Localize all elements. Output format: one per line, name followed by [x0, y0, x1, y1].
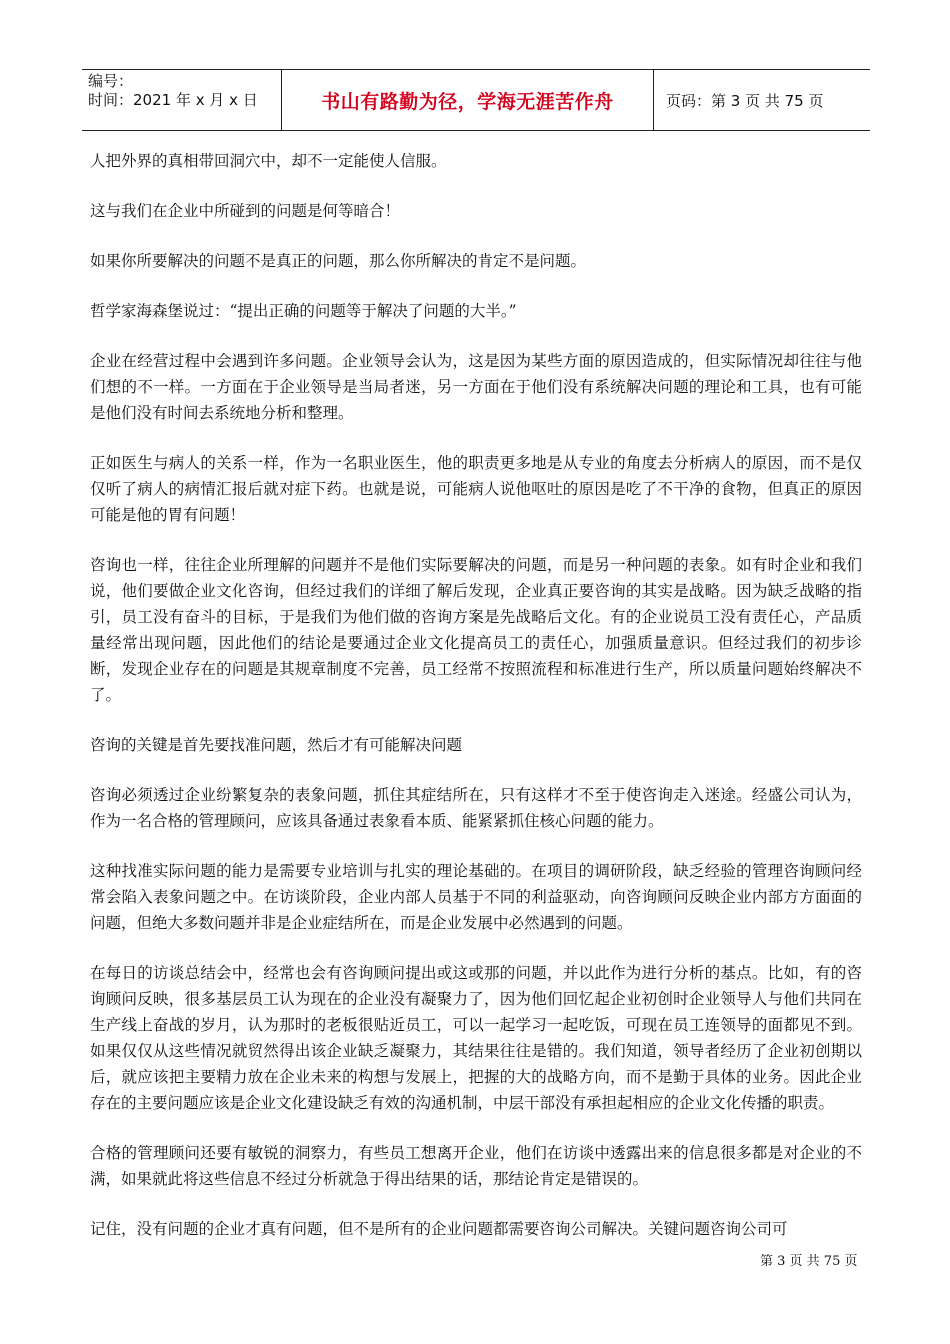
paragraph: 在每日的访谈总结会中，经常也会有咨询顾问提出或这或那的问题，并以此作为进行分析的基点。比如，有的咨询顾问反映，很多基层员工认为现在的企业没有凝聚力了，因为他们回忆起企业初创时企业领导人与他们共同在生产线上奋战的岁月，认为那时的老板很贴近员工，可以一起学习一起吃饭，可现在员工连领导的面都见不到。如果仅仅从这些情况就贸然得出该企业缺乏凝聚力，其结果往往是错的。我们知道，领导者经历了企业初创期以后，就应该把主要精力放在企业未来的构想与发展上，把握的大的战略方向，而不是勤于具体的业务。因此企业存在的主要问题应该是企业文化建设缺乏有效的沟通机制，中层干部没有承担起相应的企业文化传播的职责。: [90, 964, 862, 1112]
header-meta: [82, 70, 282, 130]
paragraph: 哲学家海森堡说过：“提出正确的问题等于解决了问题的大半。”: [90, 302, 517, 320]
paragraph: 人把外界的真相带回洞穴中，却不一定能使人信服。: [90, 152, 447, 170]
paragraph: 咨询也一样，往往企业所理解的问题并不是他们实际要解决的问题，而是另一种问题的表象。如有时企业和我们说，他们要做企业文化咨询，但经过我们的详细了解后发现，企业真正要咨询的其实是战略。因为缺乏战略的指引，员工没有奋斗的目标，于是我们为他们做的咨询方案是先战略后文化。有的企业说员工没有责任心，产品质量经常出现问题，因此他们的结论是要通过企业文化提高员工的责任心，加强质量意识。但经过我们的初步诊断，发现企业存在的问题是其规章制度不完善，员工经常不按照流程和标准进行生产，所以质量问题始终解决不了。: [90, 556, 862, 704]
paragraph: 这与我们在企业中所碰到的问题是何等暗合！: [90, 202, 401, 220]
header-page-info: 页码：第 3 页 共 75 页: [666, 91, 824, 110]
header-motto: 书山有路勤为径，学海无涯苦作舟: [282, 70, 654, 130]
document-body: [90, 148, 862, 1242]
paragraph: 如果你所要解决的问题不是真正的问题，那么你所解决的肯定不是问题。: [90, 252, 587, 270]
paragraph: 这种找准实际问题的能力是需要专业培训与扎实的理论基础的。在项目的调研阶段，缺乏经验的管理咨询顾问经常会陷入表象问题之中。在访谈阶段，企业内部人员基于不同的利益驱动，向咨询顾问反映企业内部方方面面的问题，但绝大多数问题并非是企业症结所在，而是企业发展中必然遇到的问题。: [90, 862, 862, 932]
document-number-label: 编号：: [88, 72, 134, 90]
paragraph: 正如医生与病人的关系一样，作为一名职业医生，他的职责更多地是从专业的角度去分析病人的原因，而不是仅仅听了病人的病情汇报后就对症下药。也就是说，可能病人说他呕吐的原因是吃了不干净的食物，但真正的原因可能是他的胃有问题！: [90, 454, 862, 524]
footer-page-number: 第 3 页 共 75 页: [760, 1254, 858, 1269]
paragraph: 咨询的关键是首先要找准问题，然后才有可能解决问题: [90, 736, 463, 754]
paragraph: 记住，没有问题的企业才真有问题，但不是所有的企业问题都需要咨询公司解决。关键问题咨询公司可: [90, 1220, 788, 1238]
paragraph: 咨询必须透过企业纷繁复杂的表象问题，抓住其症结所在，只有这样才不至于使咨询走入迷途。经盛公司认为，作为一名合格的管理顾问，应该具备通过表象看本质、能紧紧抓住核心问题的能力。: [90, 786, 862, 830]
paragraph: 企业在经营过程中会遇到许多问题。企业领导会认为，这是因为某些方面的原因造成的，但实际情况却往往与他们想的不一样。一方面在于企业领导是当局者迷，另一方面在于他们没有系统解决问题的理论和工具，也有可能是他们没有时间去系统地分析和整理。: [90, 352, 862, 422]
document-date: 时间：2021 年 x 月 x 日: [88, 91, 258, 109]
paragraph: 合格的管理顾问还要有敏锐的洞察力，有些员工想离开企业，他们在访谈中透露出来的信息很多都是对企业的不满，如果就此将这些信息不经过分析就急于得出结果的话，那结论肯定是错误的。: [90, 1144, 862, 1188]
document-header: [82, 69, 870, 131]
